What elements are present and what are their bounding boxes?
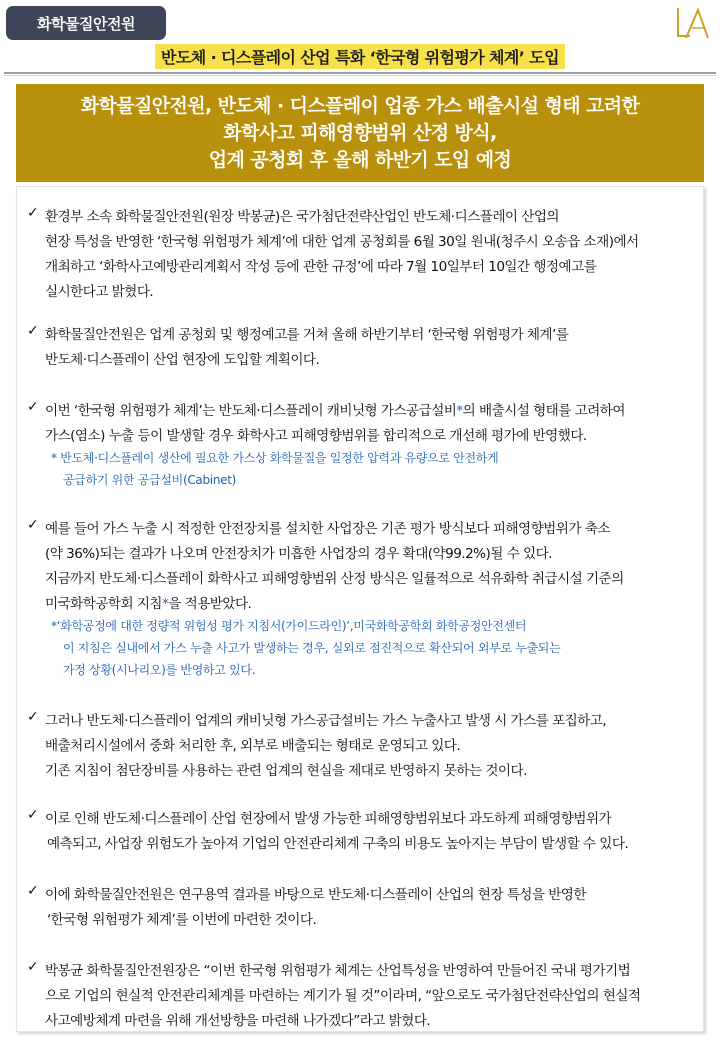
check-icon: ✓ (27, 399, 39, 415)
bullet-text-line (45, 399, 625, 419)
check-icon: ✓ (27, 807, 39, 823)
bullet-text-line: 으로 기업의 현실적 안전관리체계를 마련하는 계기가 될 것”이라며, “앞으로도 국가첨단전략산업의 현실적 (45, 988, 641, 1004)
headline-line-2: 화학사고 피해영향범위 산정 방식, (223, 121, 497, 144)
headline-banner (16, 84, 704, 182)
text-span: 미국화학공학회 지침 (45, 596, 163, 612)
footnote-line: 이 지침은 실내에서 가스 누출 사고가 발생하는 경우, 실외로 점진적으로 확산되어 외부로 누출되는 (63, 641, 561, 655)
check-icon: ✓ (27, 205, 39, 221)
check-icon: ✓ (27, 883, 39, 899)
bullet-text-line: 개최하고 ‘화학사고예방관리계획서 작성 등에 관한 규정’에 따라 7월 10일부터 10일간 행정예고를 (45, 259, 597, 275)
bullet-text-line: 배출처리시설에서 중화 처리한 후, 외부로 배출되는 형태로 운영되고 있다. (45, 738, 461, 754)
org-tag: 화학물질안전원 (6, 6, 166, 40)
check-icon: ✓ (27, 959, 39, 975)
footnote-star: * (162, 596, 169, 612)
bullet-text-line: 예측되고, 사업장 위험도가 높아져 기업의 안전관리체계 구축의 비용도 높아지는 부담이 발생할 수 있다. (47, 836, 629, 852)
bullet-text-line: 예를 들어 가스 누출 시 적정한 안전장치를 설치한 사업장은 기존 평가 방식보다 피해영향범위가 축소 (45, 521, 610, 537)
press-release-body (16, 186, 704, 1032)
footnote-line: * 반도체·디스플레이 생산에 필요한 가스상 화학물질을 일정한 압력과 유량으로 안전하게 (51, 451, 499, 465)
text-span: 을 적용받았다. (168, 596, 252, 612)
bullet-text-line: 반도체·디스플레이 산업 현장에 도입할 계획이다. (45, 352, 320, 368)
bullet-text-line: 지금까지 반도체·디스플레이 화학사고 피해영향범위 산정 방식은 일률적으로 석유화학 취급시설 기준의 (45, 571, 624, 587)
agency-logo-icon (672, 4, 712, 44)
bullet-text-line: 기존 지침이 첨단장비를 사용하는 관련 업계의 현실을 제대로 반영하지 못하는 것이다. (45, 763, 527, 779)
bullet-text-line: 현장 특성을 반영한 ‘한국형 위험평가 체계’에 대한 업계 공청회를 6월 30일 원내(청주시 오송읍 소재)에서 (45, 234, 639, 250)
header-divider (4, 72, 716, 74)
text-span: 이번 ‘한국형 위험평가 체계’는 반도체·디스플레이 캐비닛형 가스공급설비 (45, 403, 457, 419)
bullet-text-line: ‘한국형 위험평가 체계’를 이번에 마련한 것이다. (47, 912, 317, 928)
headline-line-3: 업계 공청회 후 올해 하반기 도입 예정 (208, 148, 512, 171)
headline-line-1: 화학물질안전원, 반도체 · 디스플레이 업종 가스 배출시설 형태 고려한 (80, 94, 640, 117)
bullet-text-line: (약 36%)되는 결과가 나오며 안전장치가 미흡한 사업장의 경우 확대(약99.2%)될 수 있다. (45, 546, 552, 562)
footnote-line: 가정 상황(시나리오)를 반영하고 있다. (63, 663, 256, 677)
bullet-text-line: 사고예방체계 마련을 위해 개선방향을 마련해 나가겠다”라고 밝혔다. (45, 1013, 431, 1029)
footnote-line: *‘화학공정에 대한 정량적 위험성 평가 지침서(가이드라인)’,미국화학공학회 화학공정안전센터 (51, 619, 527, 633)
bullet-text-line: 화학물질안전원은 업계 공청회 및 행정예고를 거쳐 올해 하반기부터 ‘한국형 위험평가 체계’를 (45, 327, 569, 343)
page-subtitle: 반도체 · 디스플레이 산업 특화 ‘한국형 위험평가 체계’ 도입 (155, 44, 565, 69)
bullet-text-line: 이에 화학물질안전원은 연구용역 결과를 바탕으로 반도체·디스플레이 산업의 현장 특성을 반영한 (45, 887, 586, 903)
check-icon: ✓ (27, 323, 39, 339)
bullet-text-line: 실시한다고 밝혔다. (45, 284, 154, 300)
bullet-text-line: 그러나 반도체·디스플레이 업계의 캐비닛형 가스공급설비는 가스 누출사고 발생 시 가스를 포집하고, (45, 713, 607, 729)
footnote-line: 공급하기 위한 공급설비(Cabinet) (63, 473, 236, 487)
check-icon: ✓ (27, 517, 39, 533)
bullet-text-line (45, 592, 251, 612)
text-span: 의 배출시설 형태를 고려하여 (462, 403, 625, 419)
check-icon: ✓ (27, 709, 39, 725)
bullet-text-line: 환경부 소속 화학물질안전원(원장 박봉균)은 국가첨단전략산업인 반도체·디스플레이 산업의 (45, 209, 560, 225)
bullet-text-line: 가스(염소) 누출 등이 발생할 경우 화학사고 피해영향범위를 합리적으로 개선해 평가에 반영했다. (45, 428, 587, 444)
footnote-star: * (456, 403, 463, 419)
bullet-text-line: 박봉균 화학물질안전원장은 “이번 한국형 위험평가 체계는 산업특성을 반영하여 만들어진 국내 평가기법 (45, 963, 631, 979)
bullet-text-line: 이로 인해 반도체·디스플레이 산업 현장에서 발생 가능한 피해영향범위보다 과도하게 피해영향범위가 (45, 811, 612, 827)
header-divider-thin (4, 75, 716, 76)
